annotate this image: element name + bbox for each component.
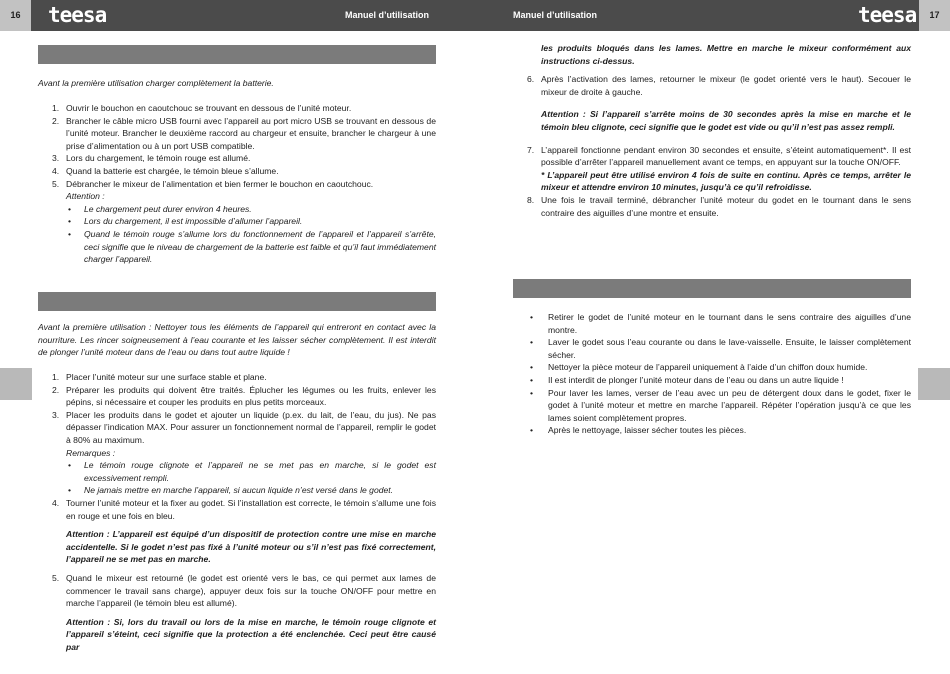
usage-step: 8. Une fois le travail terminé, débrancher l’unité moteur du godet en le tournant dans le sens contraire des aiguilles d’une montre et ensuite.	[527, 194, 911, 218]
remarks-list	[66, 459, 436, 497]
step5-attention: Attention : Si, lors du travail ou lors de la mise en marche, le témoin rouge clignote et l’appareil s’éteint, ceci signifie que la protection a été enclenchée. Ceci peut être causé par	[66, 616, 436, 652]
charging-section-bar	[38, 45, 436, 64]
charging-step: 2. Brancher le câble micro USB fourni avec l’appareil au port micro USB se trouvant en dessous de l’unité moteur. Brancher le deuxième raccord au chargeur et ensuite, brancher le chargeur à une prise d’alimentation ou à un port USB compatible.	[52, 115, 436, 151]
usage-step: 6. Après l’activation des lames, retourner le mixeur (le godet orienté vers le haut). Secouer le mixeur de droite à gauche. Attention : Si l’appareil s’arrête moins de 30 secondes après la mise en marche et le témoin bleu clignote, ceci signifie que le godet est vide ou qu’il n’est pas assez rempli.	[527, 74, 911, 132]
list-item: • Pour laver les lames, verser de l’eau avec un peu de détergent doux dans le godet, fixer le godet à l’unité moteur et mettre en marche l’appareil. Répéter l’opération jusqu’à ce que les lames soient complètement propres.	[513, 387, 911, 425]
list-item: • Il est interdit de plonger l’unité moteur dans de l’eau ou dans un autre liquide !	[513, 374, 911, 387]
usage-step: 1. Placer l’unité moteur sur une surface stable et plane.	[52, 372, 267, 382]
step6-attention: Attention : Si l’appareil s’arrête moins de 30 secondes après la mise en marche et le témoin bleu clignote, ceci signifie que le godet est vide ou qu’il n’est pas assez rempli.	[541, 109, 911, 132]
charging-intro: Avant la première utilisation charger complètement la batterie.	[38, 78, 274, 88]
usage-section-bar	[38, 292, 436, 311]
step7-note: * L’appareil peut être utilisé environ 4 fois de suite en continu. Après ce temps, arrêter le mixeur et attendre environ 10 minutes, jusqu’à ce qu’il refroidisse.	[541, 169, 911, 193]
usage-step: 2. Préparer les produits qui doivent être traités. Éplucher les légumes ou les fruits, enlever les pépins, si nécessaire et couper les produits en plus petits morceaux.	[52, 384, 436, 408]
charging-step: 3. Lors du chargement, le témoin rouge est allumé.	[52, 153, 251, 164]
usage-step: 7. L’appareil fonctionne pendant environ 30 secondes et ensuite, s’éteint automatiquement*. Il est possible d’arrêter l’appareil manuellement avant ce temps, en appuyant sur la touche ON/OFF. * L’appareil peut être utilisé environ 4 fois de suite en continu. Après ce temps, arrêter le mixeur et attendre environ 10 minutes, jusqu’à ce qu’il refroidisse.	[527, 144, 911, 193]
step5-attention-continued: les produits bloqués dans les lames. Mettre en marche le mixeur conformément aux instructions ci-dessus.	[541, 43, 911, 66]
list-item: • Après le nettoyage, laisser sécher toutes les pièces.	[513, 424, 911, 437]
charging-attention-label: Attention :	[66, 191, 105, 202]
usage-steps-continued	[513, 42, 911, 219]
usage-steps	[38, 371, 436, 653]
list-item: • Quand le témoin rouge s’allume lors du fonctionnement de l’appareil et l’appareil s’arrête, ceci signifie que le niveau de chargement de la batterie est faible et qu’il faut immédiatement charger l’appareil.	[66, 228, 436, 266]
step4-attention: Attention : L’appareil est équipé d’un dispositif de protection contre une mise en marche accidentelle. Si le godet n’est pas fixé à l’unité moteur ou s’il n’est pas fixé correctement, l’appareil ne se met pas en marche.	[66, 529, 436, 565]
right-side-tab	[918, 368, 950, 400]
usage-step: 4. Tourner l’unité moteur et la fixer au godet. Si l’installation est correcte, le témoin s’allume une fois en rouge et une fois en bleu. Attention : L’appareil est équipé d’un dispositif de protection contre une mise en marche accidentelle. Si le godet n’est pas fixé à l’unité moteur ou s’il n’est pas fixé correctement, l’appareil ne se met pas en marche.	[52, 497, 436, 565]
left-page-number: 16	[0, 0, 31, 31]
brand-logo-left: teesa	[48, 3, 107, 27]
list-item: • Retirer le godet de l’unité moteur en le tournant dans le sens contraire des aiguilles d’une montre.	[513, 311, 911, 336]
usage-step-continuation	[513, 42, 911, 73]
charging-steps	[38, 102, 436, 266]
usage-intro: Avant la première utilisation : Nettoyer tous les éléments de l’appareil qui entreront en contact avec la nourriture. Les rincer soigneusement à l’eau courante et les laisser sécher complètement. Il est interdit de plonger l’unité moteur dans de l’eau ou dans tout autre liquide !	[38, 322, 436, 358]
list-item: • Le témoin rouge clignote et l’appareil ne se met pas en marche, si le godet est excessivement rempli.	[66, 459, 436, 484]
list-item: • Le chargement peut durer environ 4 heures.	[66, 203, 436, 216]
cleaning-list	[513, 311, 911, 437]
right-header-title: Manuel d’utilisation	[513, 10, 598, 20]
charging-attention-list	[66, 203, 436, 266]
remarks-label: Remarques :	[66, 447, 116, 458]
charging-step: 5. Débrancher le mixeur de l’alimentation et bien fermer le bouchon en caoutchouc. Attention : • Le chargement peut durer environ 4 heures. • Lors du chargement, il est impossible d’allumer l’appareil. • Quand le témoin rouge s’allume lors du fonctionnement de l’appareil et l’appareil s’arrête, ceci signifie que le niveau de chargement de la batterie est faible et qu’il faut immédiatement charger l’appareil.	[38, 178, 436, 266]
left-side-tab	[0, 368, 32, 400]
list-item: • Ne jamais mettre en marche l’appareil, si aucun liquide n’est versé dans le godet.	[66, 484, 436, 497]
list-item: • Laver le godet sous l’eau courante ou dans le lave-vaisselle. Ensuite, le laisser complètement sécher.	[513, 336, 911, 361]
list-item: • Lors du chargement, il est impossible d’allumer l’appareil.	[66, 215, 436, 228]
charging-step: 1. Ouvrir le bouchon en caoutchouc se trouvant en dessous de l’unité moteur.	[52, 103, 352, 113]
right-page-number: 17	[919, 0, 950, 31]
cleaning-section-bar	[513, 279, 911, 298]
charging-step: 4. Quand la batterie est chargée, le témoin bleue s’allume.	[52, 165, 279, 176]
usage-step: 3. Placer les produits dans le godet et ajouter un liquide (p.ex. du lait, de l’eau, du jus). Ne pas dépasser l’indication MAX. Pour assurer un fonctionnement normal de l’appareil, remplir le godet à 80% au maximum. Remarques : • Le témoin rouge clignote et l’appareil ne se met pas en marche, si le godet est excessivement rempli. • Ne jamais mettre en marche l’appareil, si aucun liquide n’est versé dans le godet.	[38, 409, 436, 497]
usage-step: 5. Quand le mixeur est retourné (le godet est orienté vers le bas, ce qui permet aux lames de commencer le travail sans charge), appuyer deux fois sur la touche ON/OFF pour mettre en marche l’appareil (le témoin bleu est allumé). Attention : Si, lors du travail ou lors de la mise en marche, le témoin rouge clignote et l’appareil s’éteint, ceci signifie que la protection a été enclenchée. Ceci peut être causé par	[52, 572, 436, 652]
list-item: • Nettoyer la pièce moteur de l’appareil uniquement à l’aide d’un chiffon doux humide.	[513, 361, 911, 374]
left-header-title: Manuel d’utilisation	[345, 10, 430, 20]
brand-logo-right: teesa	[858, 3, 917, 27]
